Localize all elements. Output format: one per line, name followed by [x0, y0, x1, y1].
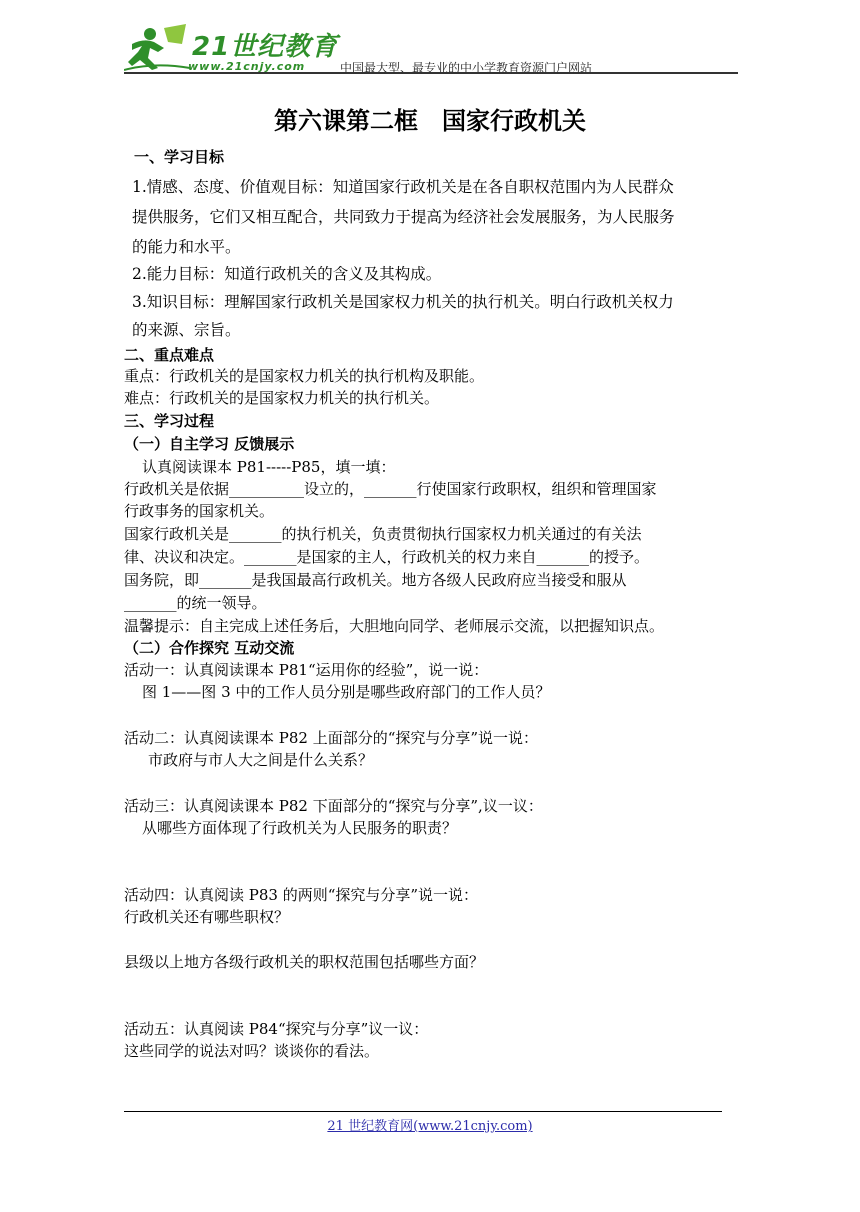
paragraph-line: 2.能力目标：知道行政机关的含义及其构成。: [132, 265, 442, 283]
paragraph-line: 重点：行政机关的是国家权力机关的执行机构及职能。: [124, 367, 485, 385]
section-heading-key-points: 二、重点难点: [124, 346, 215, 364]
section-heading-process: 三、学习过程: [124, 412, 215, 430]
subsection-heading-cooperation: （二）合作探究 互动交流: [124, 639, 295, 657]
footer-site-link[interactable]: 21 世纪教育网(www.21cnjy.com): [327, 1119, 533, 1134]
activity-question: 图 1——图 3 中的工作人员分别是哪些政府部门的工作人员？: [142, 683, 551, 701]
paragraph-line: 的来源、宗旨。: [132, 321, 241, 339]
runner-logo-icon: [124, 22, 194, 74]
paragraph-line: 国家行政机关是_______的执行机关，负责贯彻执行国家权力机关通过的有关法: [124, 525, 642, 543]
paragraph-line: 的能力和水平。: [132, 238, 241, 256]
paragraph-line: 律、决议和决定。_______是国家的主人，行政机关的权力来自_______的授予。: [124, 548, 650, 566]
activity-question: 行政机关还有哪些职权？: [124, 908, 290, 926]
activity-question: 市政府与市人大之间是什么关系？: [148, 751, 374, 769]
paragraph-line: 认真阅读课本 P81-----P85，填一填：: [142, 458, 396, 476]
activity-line: 活动三：认真阅读课本 P82 下面部分的“探究与分享”,议一议：: [124, 797, 543, 815]
activity-question: 从哪些方面体现了行政机关为人民服务的职责？: [142, 819, 458, 837]
paragraph-line: 行政事务的国家机关。: [124, 502, 275, 520]
page-title: 第六课第二框 国家行政机关: [274, 107, 586, 135]
paragraph-line: 3.知识目标：理解国家行政机关是国家权力机关的执行机关。明白行政机关权力: [132, 293, 674, 311]
tip-line: 温馨提示：自主完成上述任务后，大胆地向同学、老师展示交流，以把握知识点。: [124, 617, 665, 635]
activity-line: 活动二：认真阅读课本 P82 上面部分的“探究与分享”说一说：: [124, 729, 539, 747]
activity-line: 活动一：认真阅读课本 P81“运用你的经验”，说一说：: [124, 661, 489, 679]
logo-url: www.21cnjy.com: [188, 60, 306, 73]
activity-line: 活动四：认真阅读 P83 的两则“探究与分享”说一说：: [124, 886, 479, 904]
site-tagline: 中国最大型、最专业的中小学教育资源门户网站: [340, 61, 593, 75]
paragraph-line: 提供服务，它们又相互配合，共同致力于提高为经济社会发展服务，为人民服务: [132, 208, 675, 226]
section-heading-goals: 一、学习目标: [134, 148, 225, 166]
site-logo: [124, 22, 339, 74]
footer-divider: [124, 1111, 722, 1112]
header-divider: [124, 72, 738, 74]
activity-line: 活动五：认真阅读 P84“探究与分享”议一议：: [124, 1020, 429, 1038]
paragraph-line: _______的统一领导。: [124, 594, 267, 612]
page-header: [124, 22, 738, 74]
paragraph-line: 行政机关是依据__________设立的，_______行使国家行政职权，组织和管理国家: [124, 480, 657, 498]
logo-text: 21世纪教育: [192, 32, 339, 62]
subsection-heading-self-study: （一）自主学习 反馈展示: [124, 435, 295, 453]
paragraph-line: 1.情感、态度、价值观目标：知道国家行政机关是在各自职权范围内为人民群众: [132, 178, 674, 196]
activity-question: 这些同学的说法对吗？谈谈你的看法。: [124, 1042, 380, 1060]
paragraph-line: 难点：行政机关的是国家权力机关的执行机关。: [124, 389, 440, 407]
paragraph-line: 国务院，即_______是我国最高行政机关。地方各级人民政府应当接受和服从: [124, 571, 627, 589]
activity-question: 县级以上地方各级行政机关的职权范围包括哪些方面？: [124, 953, 485, 971]
